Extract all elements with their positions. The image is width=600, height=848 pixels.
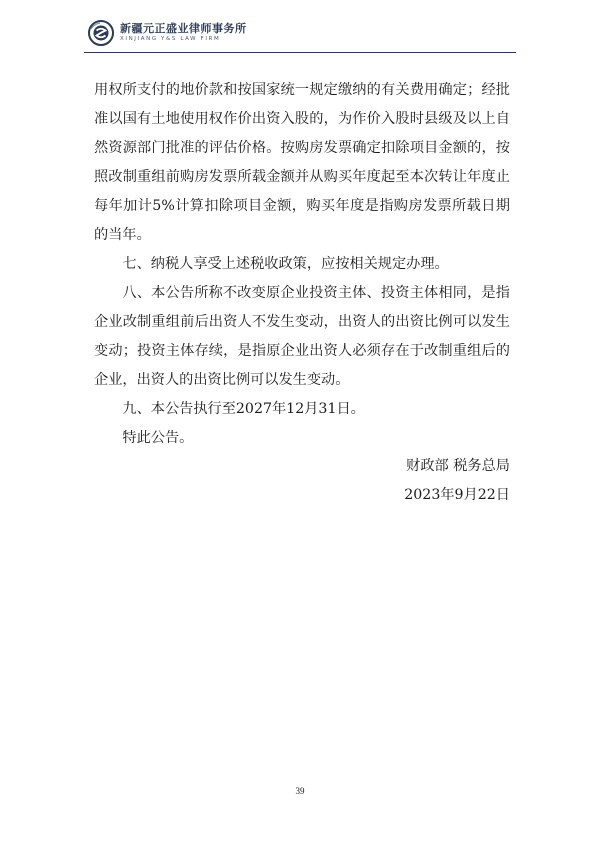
issue-date: 2023年9月22日 xyxy=(404,487,510,503)
paragraph-item-8: 八、本公告所称不改变原企业投资主体、投资主体相同，是指企业改制重组前后出资人不发生变动，出资人的出资比例可以发生变动；投资主体存续，是指原企业出资人必须存在于改制重组后的企业，出资人的出资比例可以发生变动。 xyxy=(94,285,510,388)
header-divider xyxy=(84,52,516,53)
page-number: 39 xyxy=(295,786,305,796)
paragraph-continuation: 用权所支付的地价款和按国家统一规定缴纳的有关费用确定；经批准以国有土地使用权作价出资入股的，为作价入股时县级及以上自然资源部门批准的评估价格。按购房发票确定扣除项目金额的，按照改制重组前购房发票所载金额并从购买年度起至本次转让年度止每年加计5%计算扣除项目金额，购买年度是指购房发票所载日期的当年。 xyxy=(94,82,510,243)
paragraph-item-9: 九、本公告执行至2027年12月31日。 xyxy=(122,401,365,417)
letterhead xyxy=(88,20,247,46)
firm-name-en: XINJIANG Y&S LAW FIRM xyxy=(120,36,221,43)
firm-name-cn: 新疆元正盛业律师事务所 xyxy=(120,22,247,36)
issuer: 财政部 税务总局 xyxy=(406,458,510,474)
closing-statement: 特此公告。 xyxy=(122,430,194,446)
document-body xyxy=(94,76,510,453)
firm-logo-icon xyxy=(88,20,114,46)
signature-block xyxy=(404,452,510,510)
paragraph-item-7: 七、纳税人享受上述税收政策，应按相关规定办理。 xyxy=(122,256,449,272)
